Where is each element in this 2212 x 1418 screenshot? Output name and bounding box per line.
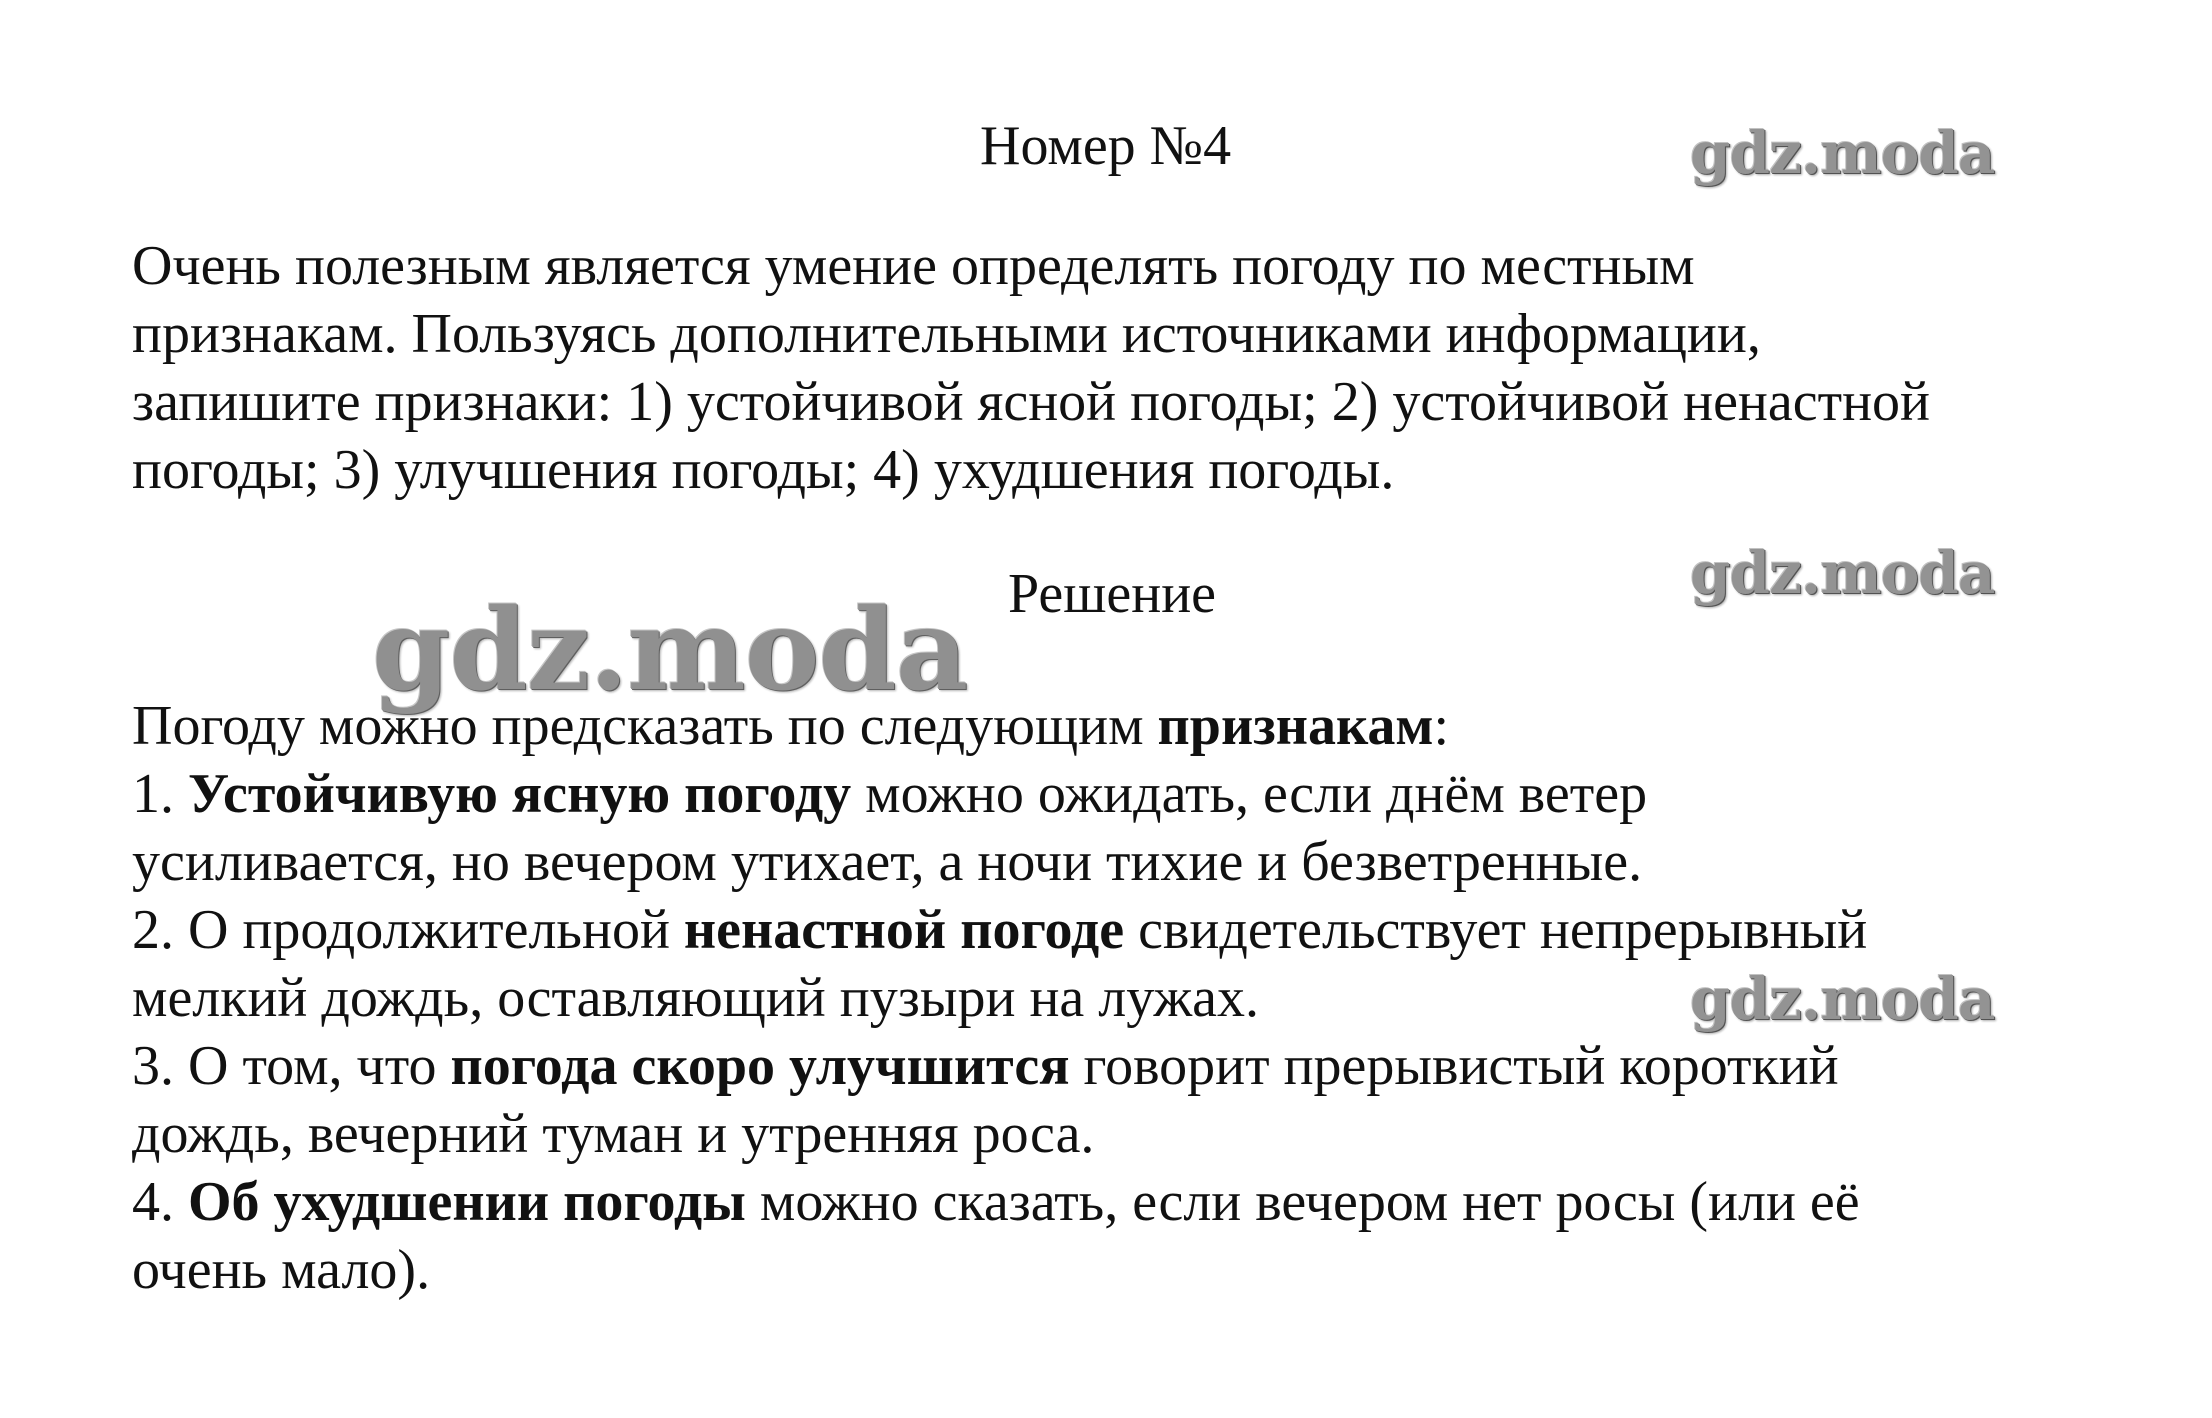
solution-item-4-line-1 (132, 1168, 2132, 1236)
item-text: свидетельствует непрерывный (1124, 899, 1868, 961)
solution-item-2-line-1 (132, 896, 2132, 964)
watermark-logo: gdz.moda (1690, 539, 1995, 607)
watermark-logo: gdz.moda (1690, 119, 1995, 187)
solution-item-4-line-2: очень мало). (132, 1239, 431, 1301)
watermark-logo: gdz.moda (372, 585, 968, 716)
item-text: можно сказать, если вечером нет росы (или её (745, 1171, 1860, 1233)
item-bold-text: Об ухудшении погоды (188, 1171, 746, 1233)
solution-item-3-line-2: дождь, вечерний туман и утренняя роса. (132, 1103, 1095, 1165)
task-line: Очень полезным является умение определять погоду по местным (132, 235, 1695, 297)
item-bold-text: ненастной погоде (683, 899, 1125, 961)
intro-punctuation: : (1433, 695, 1450, 757)
solution-item-1-line-1 (132, 760, 2132, 828)
item-bold-text: погода скоро улучшится (450, 1035, 1070, 1097)
task-line: признакам. Пользуясь дополнительными источниками информации, (132, 303, 1761, 365)
item-number: 1. (132, 763, 188, 825)
solution-intro (132, 692, 2132, 760)
task-text (132, 232, 2132, 504)
watermark-logo: gdz.moda (1690, 965, 1995, 1033)
item-number: 2. (132, 899, 188, 961)
intro-bold-text: признакам (1157, 695, 1434, 757)
solution-heading: Решение (1008, 563, 1217, 625)
item-text: можно ожидать, если днём ветер (851, 763, 1648, 825)
solution-item-2-line-2: мелкий дождь, оставляющий пузыри на лужах. (132, 967, 1260, 1029)
task-line: запишите признаки: 1) устойчивой ясной погоды; 2) устойчивой ненастной (132, 371, 1931, 433)
item-number: 4. (132, 1171, 188, 1233)
item-number: 3. (132, 1035, 188, 1097)
task-line: погоды; 3) улучшения погоды; 4) ухудшения погоды. (132, 439, 1395, 501)
item-text: О том, что (188, 1035, 451, 1097)
item-text: говорит прерывистый короткий (1069, 1035, 1839, 1097)
page-title: Номер №4 (980, 115, 1232, 177)
solution-item-3-line-1 (132, 1032, 2132, 1100)
intro-text: Погоду можно предсказать по следующим (132, 695, 1158, 757)
item-text: О продолжительной (188, 899, 684, 961)
solution-item-1-line-2: усиливается, но вечером утихает, а ночи тихие и безветренные. (132, 831, 1643, 893)
item-bold-text: Устойчивую ясную погоду (188, 763, 852, 825)
